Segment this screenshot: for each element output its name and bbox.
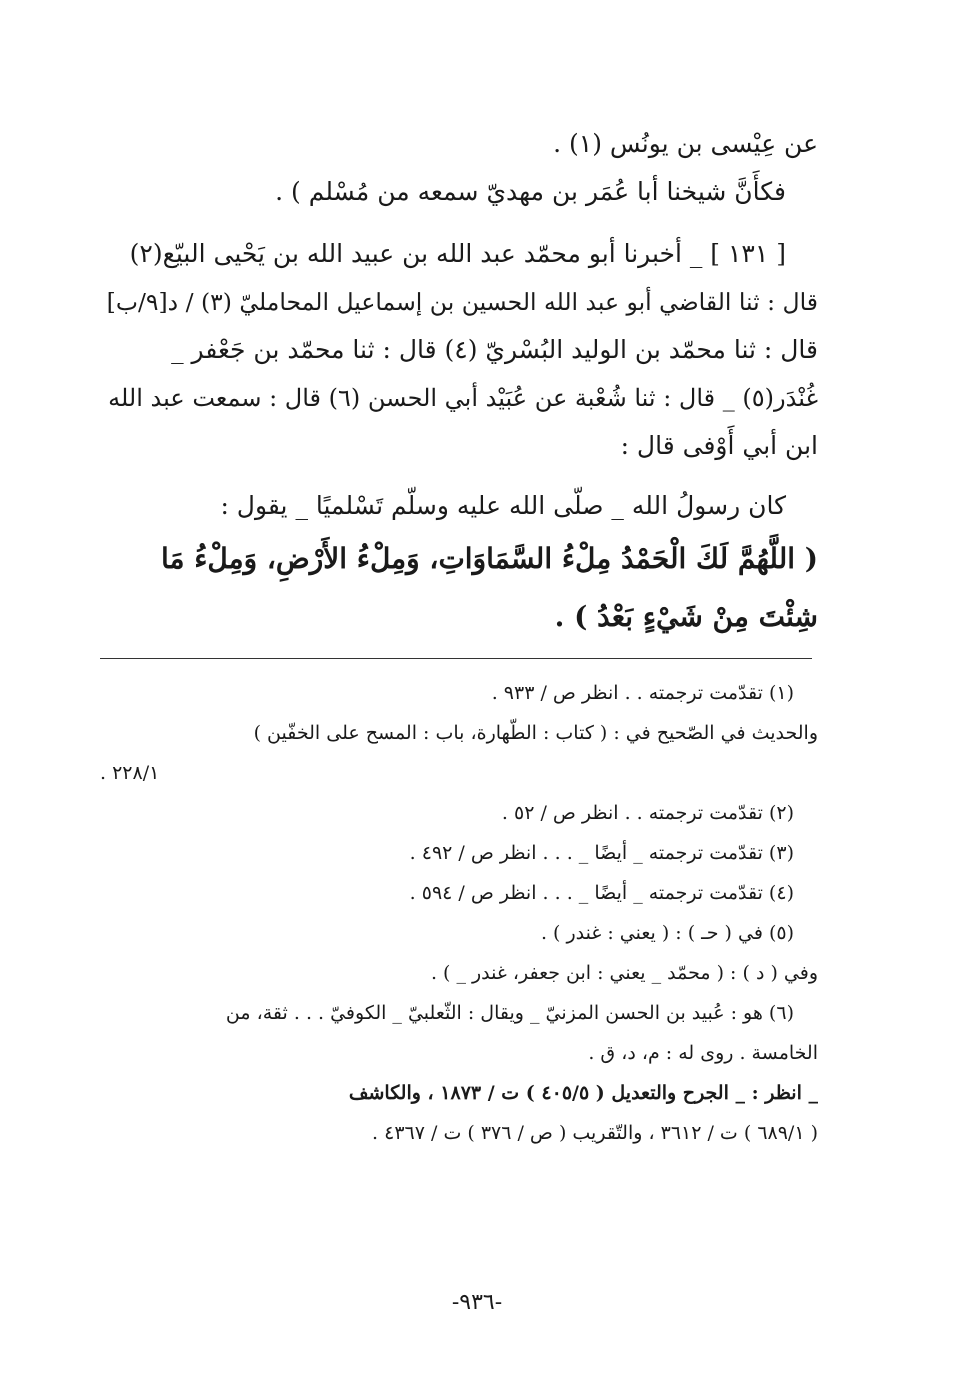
footnote-line: (٦) هو : عُبيد بن الحسن المزنيّ _ ويقال : الثّعلبيّ _ الكوفيّ . . . ثقة، من — [225, 1002, 794, 1024]
footnote-line: وفي ( د ) : ( محمّد _ يعني : ابن جعفر، غندر _ ) . — [430, 962, 818, 984]
text-line: عن عِيْسى بن يونُس (١) . — [553, 129, 818, 158]
footnote-line: (٥) في ( حـ ) : ( يعني : غندر ) . — [540, 922, 794, 944]
hadith-number-line: [ ١٣١ ] _ أخبرنا أبو محمّد عبد الله بن عبيد الله بن يَحْيى البيّع(٢) — [129, 239, 786, 268]
footnote-line: (١) تقدّمت ترجمته . . انظر ص / ٩٣٣ . — [491, 682, 794, 704]
footnote-line: والحديث في الصّحيح في : ( كتاب : الطّهارة، باب : المسح على الخفّين ) — [253, 722, 818, 744]
text-line: فكأَنَّ شيخنا أبا عُمَر بن مهديّ سمعه من مُسْلم ) . — [275, 177, 786, 206]
footnote-line: (٣) تقدّمت ترجمته _ أيضًا _ . . . انظر ص / ٤٩٢ . — [409, 842, 794, 864]
footnote-line: الخامسة . روى له : م، د، ق . — [588, 1042, 818, 1064]
footnote-divider — [100, 658, 812, 659]
text-line: كان رسولُ الله _ صلّى الله عليه وسلّم تَسْلميًا _ يقول : — [220, 491, 786, 520]
text-line: غُنْدَر(٥) _ قال : ثنا شُعْبة عن عُبَيْد أبي الحسن (٦) قال : سمعت عبد الله — [108, 384, 818, 412]
footnote-reference-line: _ انظر : _ الجرح والتعديل ( ٤٠٥/٥ ) ت / ١٨٧٣ ، والكاشف — [348, 1082, 818, 1104]
text-line: قال : ثنا القاضي أبو عبد الله الحسين بن إسماعيل المحامليّ (٣) / د[٩/ب] — [106, 288, 818, 316]
prayer-line: ( اللَّهُمَّ لَكَ الْحَمْدُ مِلْءُ السَّمَاوَاتِ، وَمِلْءُ الأَرْضِ، وَمِلْءُ مَا — [160, 542, 818, 575]
footnote-line: (٢) تقدّمت ترجمته . . انظر ص / ٥٢ . — [501, 802, 794, 824]
footnote-line: (٤) تقدّمت ترجمته _ أيضًا _ . . . انظر ص / ٥٩٤ . — [409, 882, 794, 904]
page-body — [100, 120, 818, 1153]
text-line: ابن أبي أَوْفى قال : — [620, 431, 818, 460]
page-number: -٩٣٦- — [451, 1290, 503, 1315]
prayer-line: شِئْتَ مِنْ شَيْءٍ بَعْدُ ) . — [554, 600, 818, 633]
footnote-reference-line: ( ٦٨٩/١ ) ت / ٣٦١٢ ، والتّقريب ( ص / ٣٧٦ ) ت / ٤٣٦٧ . — [372, 1122, 818, 1144]
text-line: قال : ثنا محمّد بن الوليد البُسْريّ (٤) قال : ثنا محمّد بن جَعْفر _ — [171, 335, 818, 364]
footnote-line: . ٢٢٨/١ — [100, 762, 160, 784]
